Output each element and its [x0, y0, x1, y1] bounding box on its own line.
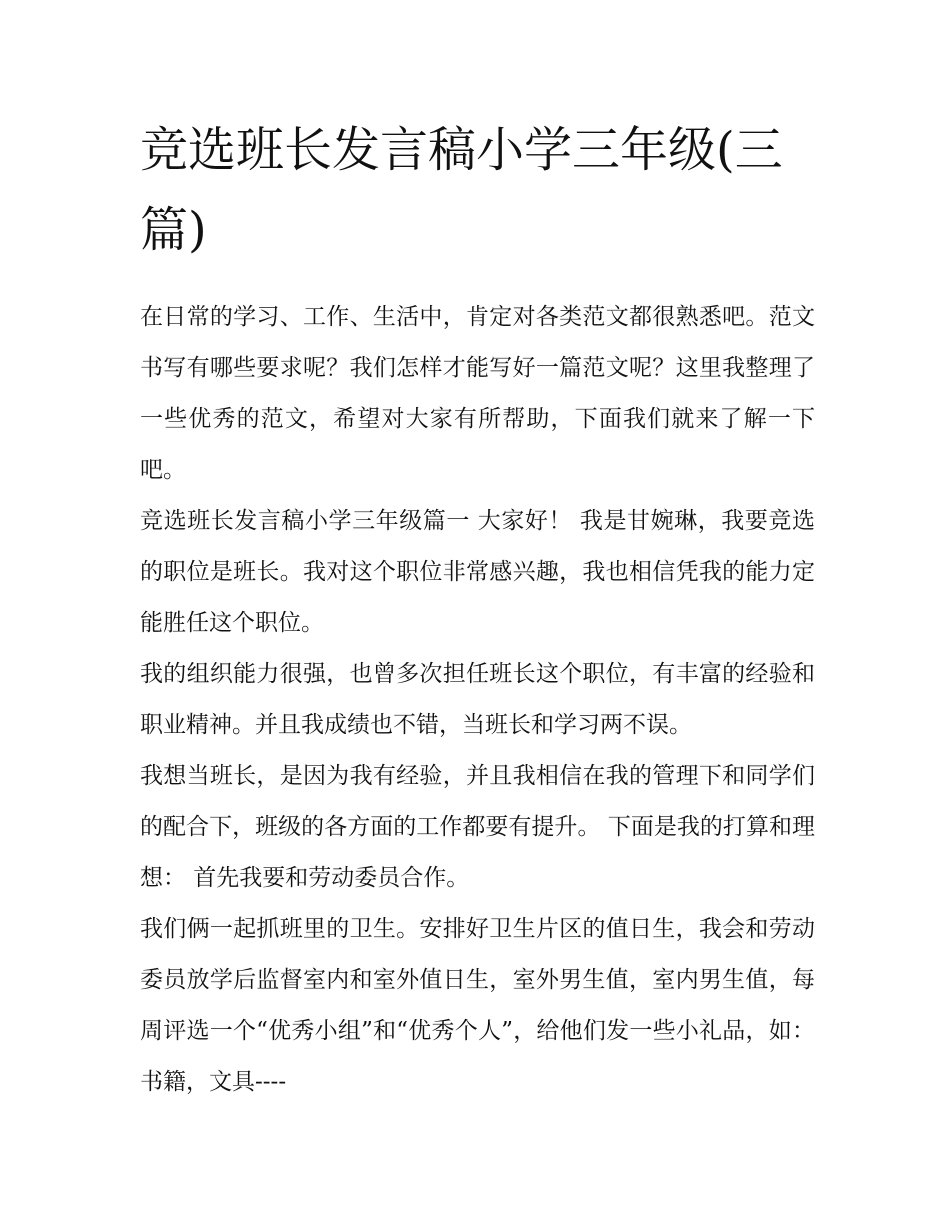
- paragraph-ability: 我的组织能力很强，也曾多次担任班长这个职位，有丰富的经验和职业精神。并且我成绩也不错，当班长和学习两不误。: [140, 661, 815, 738]
- document-body: [140, 292, 815, 1108]
- document-title: 竞选班长发言稿小学三年级(三篇): [140, 122, 783, 258]
- paragraph-reason: 我想当班长，是因为我有经验，并且我相信在我的管理下和同学们的配合下，班级的各方面的工作都要有提升。 下面是我的打算和理想： 首先我要和劳动委员合作。: [140, 763, 815, 891]
- paragraph-plan: 我们俩一起抓班里的卫生。安排好卫生片区的值日生，我会和劳动委员放学后监督室内和室外值日生，室外男生值，室内男生值，每周评选一个“优秀小组”和“优秀个人”，给他们发一些小礼品，如：书籍，文具----: [140, 916, 815, 1095]
- paragraph-greeting: 竞选班长发言稿小学三年级篇一 大家好！ 我是甘婉琳，我要竞选的职位是班长。我对这个职位非常感兴趣，我也相信凭我的能力定能胜任这个职位。: [140, 508, 815, 636]
- paragraph-intro: 在日常的学习、工作、生活中，肯定对各类范文都很熟悉吧。范文书写有哪些要求呢？我们怎样才能写好一篇范文呢？这里我整理了一些优秀的范文，希望对大家有所帮助，下面我们就来了解一下吧。: [140, 304, 815, 483]
- document-page: [140, 110, 815, 1108]
